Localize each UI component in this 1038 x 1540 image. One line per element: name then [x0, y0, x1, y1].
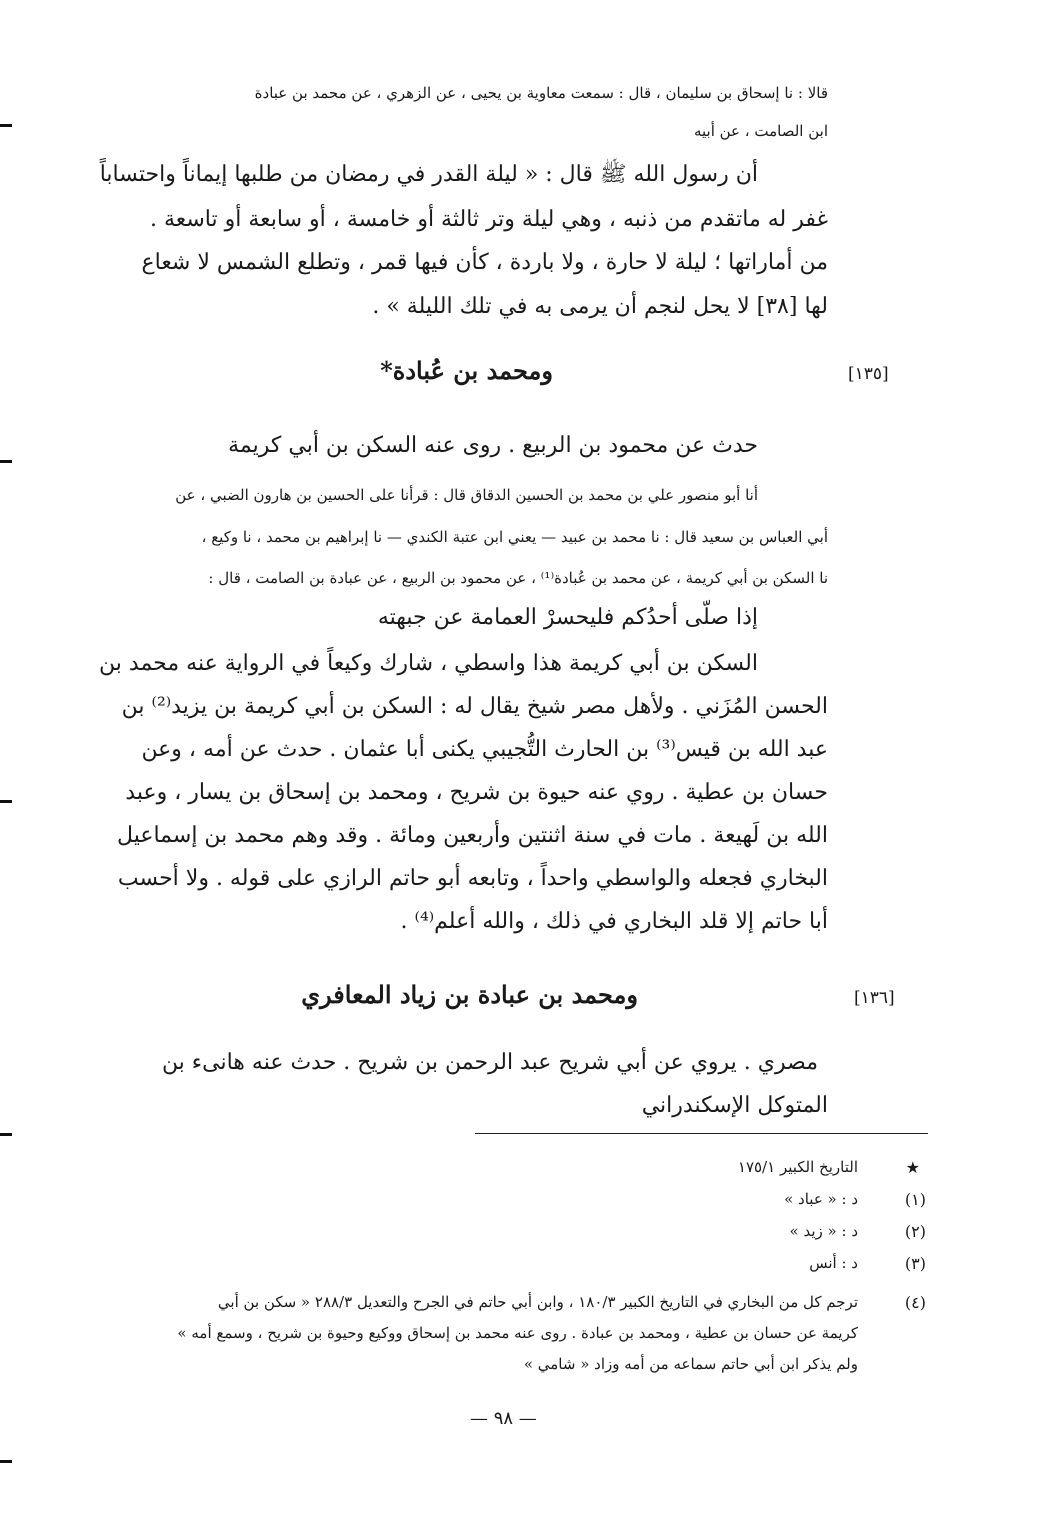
entry-heading: ومحمد بن عُبادة*: [380, 356, 553, 385]
entry-lead: حدث عن محمود بن الربيع . روى عنه السكن بن أبي كريمة: [228, 433, 758, 458]
edge-mark: [0, 124, 12, 127]
footnote-text: ولم يذكر ابن أبي حاتم سماعه من أمه وزاد « شامي »: [523, 1355, 858, 1373]
footnote-text: ترجم كل من البخاري في التاريخ الكبير ١٨٠/٣ ، وابن أبي حاتم في الجرح والتعديل ٢٨٨/٣ « سكن بن أبي: [217, 1293, 858, 1311]
page-number: — ٩٨ —: [470, 1408, 537, 1429]
isnad-line: أبي العباس بن سعيد قال : نا محمد بن عبيد — يعني ابن عتبة الكندي — نا إبراهيم بن محمد ، نا وكيع ،: [201, 528, 828, 546]
commentary-line: البخاري فجعله والواسطي واحداً ، وتابعه أبو حاتم الرازي على قوله . ولا أحسب: [117, 866, 828, 891]
commentary-line: السكن بن أبي كريمة هذا واسطي ، شارك وكيعاً في الرواية عنه محمد بن: [99, 651, 758, 676]
hadith-line: من أماراتها ؛ ليلة لا حارة ، ولا باردة ، كأن فيها قمر ، وتطلع الشمس لا شعاع: [141, 250, 828, 275]
hadith-line: لها [٣٨] لا يحل لنجم أن يرمى به في تلك الليلة » .: [372, 294, 828, 319]
hadith-line: أن رسول الله ﷺ قال : « ليلة القدر في رمضان من طلبها إيماناً واحتساباً: [99, 162, 758, 187]
isnad-line: ابن الصامت ، عن أبيه: [693, 122, 828, 140]
footnote-text: د : « عباد »: [784, 1190, 858, 1208]
footnote-marker: (١): [904, 1190, 926, 1209]
edge-mark: [0, 460, 12, 463]
commentary-line: الحسن المُزَني . ولأهل مصر شيخ يقال له : السكن بن أبي كريمة بن يزيد⁽²⁾ بن: [121, 694, 828, 719]
edge-mark: [0, 1133, 12, 1136]
footnote-marker: (٤): [904, 1293, 926, 1312]
edge-mark: [0, 800, 12, 803]
footnote-text: كريمة عن حسان بن عطية ، ومحمد بن عبادة . روى عنه محمد بن إسحاق ووكيع وحيوة بن شريح ، وسمع أمه »: [177, 1324, 858, 1342]
footnote-marker: ★: [905, 1158, 920, 1177]
footnote-text: د : « زيد »: [789, 1222, 858, 1240]
footnote-marker: (٢): [904, 1222, 926, 1241]
footnote-divider: [475, 1133, 928, 1134]
hadith-matn: إذا صلّى أحدُكم فليحسرْ العمامة عن جبهته: [377, 605, 758, 630]
commentary-line: حسان بن عطية . روي عنه حيوة بن شريح ، ومحمد بن إسحاق بن يسار ، وعبد: [125, 780, 828, 805]
entry-heading: ومحمد بن عبادة بن زياد المعافري: [301, 980, 638, 1009]
footnote-marker: (٣): [904, 1254, 926, 1273]
footnote-text: التاريخ الكبير ١٧٥/١: [737, 1158, 858, 1176]
entry-number: [١٣٦]: [854, 988, 895, 1008]
commentary-line: عبد الله بن قيس⁽³⁾ بن الحارث التُّجيبي يكنى أبا عثمان . حدث عن أمه ، وعن: [141, 737, 828, 762]
commentary-line: الله بن لَهيعة . مات في سنة اثنتين وأربعين ومائة . وقد وهم محمد بن إسماعيل: [117, 823, 828, 848]
isnad-line: نا السكن بن أبي كريمة ، عن محمد بن عُبادة⁽¹⁾ ، عن محمود بن الربيع ، عن عبادة بن الصامت ، قال :: [208, 569, 828, 587]
entry-line: مصري . يروي عن أبي شريح عبد الرحمن بن شريح . حدث عنه هانىء بن: [161, 1050, 818, 1075]
hadith-line: غفر له ماتقدم من ذنبه ، وهي ليلة وتر ثالثة أو خامسة ، أو سابعة أو تاسعة .: [149, 207, 828, 232]
commentary-line: أبا حاتم إلا قلد البخاري في ذلك ، والله أعلم⁽⁴⁾ .: [400, 909, 828, 934]
entry-number: [١٣٥]: [848, 364, 889, 384]
footnote-text: د : أنس: [809, 1254, 858, 1272]
isnad-line: قالا : نا إسحاق بن سليمان ، قال : سمعت معاوية بن يحيى ، عن الزهري ، عن محمد بن عبادة: [254, 84, 828, 102]
edge-mark: [0, 1460, 12, 1463]
isnad-line: أنا أبو منصور علي بن محمد بن الحسين الدقاق قال : قرأنا على الحسين بن هارون الضبي ، عن: [175, 486, 758, 504]
entry-line: المتوكل الإسكندراني: [641, 1093, 828, 1118]
